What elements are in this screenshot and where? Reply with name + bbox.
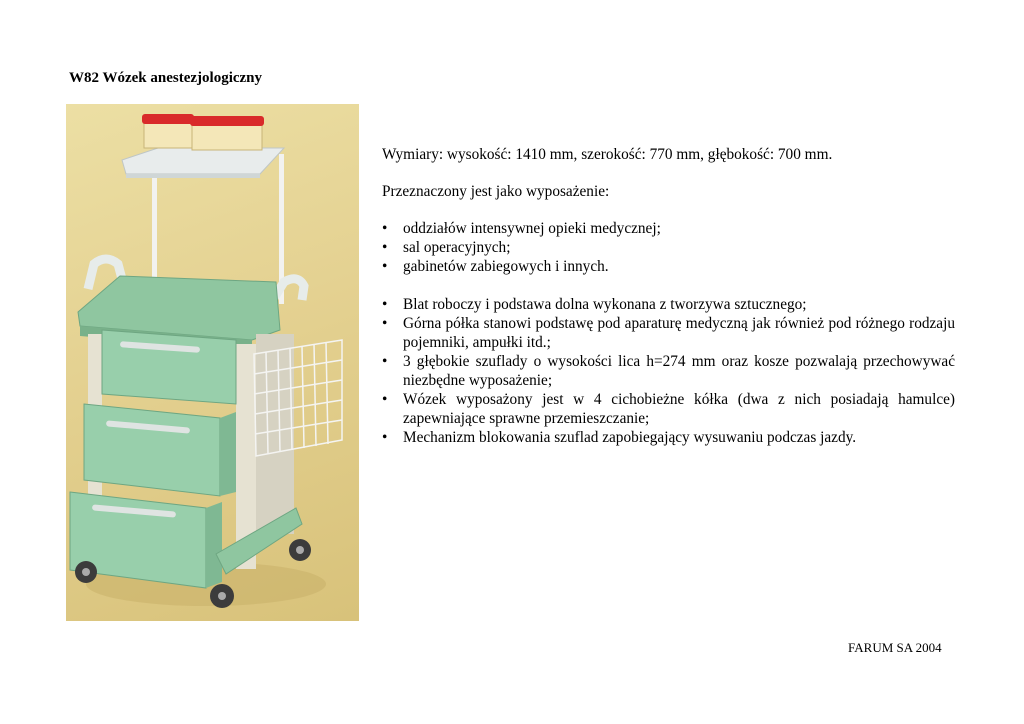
dimensions-text: Wymiary: wysokość: 1410 mm, szerokość: 770 mm, głębokość: 700 mm. xyxy=(382,146,833,163)
list-item: • gabinetów zabiegowych i innych. xyxy=(382,257,955,276)
description xyxy=(382,145,955,447)
list-item: • Blat roboczy i podstawa dolna wykonana z tworzywa sztucznego; xyxy=(382,295,955,314)
intended-list xyxy=(382,219,955,276)
cart-illustration xyxy=(66,104,359,621)
intended-intro: Przeznaczony jest jako wyposażenie: xyxy=(382,183,610,200)
footer-copyright: FARUM SA 2004 xyxy=(848,640,942,655)
list-item: • Wózek wyposażony jest w 4 cichobieżne kółka (dwa z nich posiadają hamulce) zapewniające sprawne przemieszczanie; xyxy=(382,390,955,428)
product-photo xyxy=(66,104,359,621)
list-item: • oddziałów intensywnej opieki medycznej; xyxy=(382,219,955,238)
features-list xyxy=(382,295,955,447)
list-item: • sal operacyjnych; xyxy=(382,238,955,257)
list-item: • Mechanizm blokowania szuflad zapobiegający wysuwaniu podczas jazdy. xyxy=(382,428,955,447)
list-item: • Górna półka stanowi podstawę pod aparaturę medyczną jak również pod różnego rodzaju pojemniki, ampułki itd.; xyxy=(382,314,955,352)
page-title: W82 Wózek anestezjologiczny xyxy=(69,70,263,86)
list-item: • 3 głębokie szuflady o wysokości lica h=274 mm oraz kosze pozwalają przechowywać niezbędne wyposażenie; xyxy=(382,352,955,390)
